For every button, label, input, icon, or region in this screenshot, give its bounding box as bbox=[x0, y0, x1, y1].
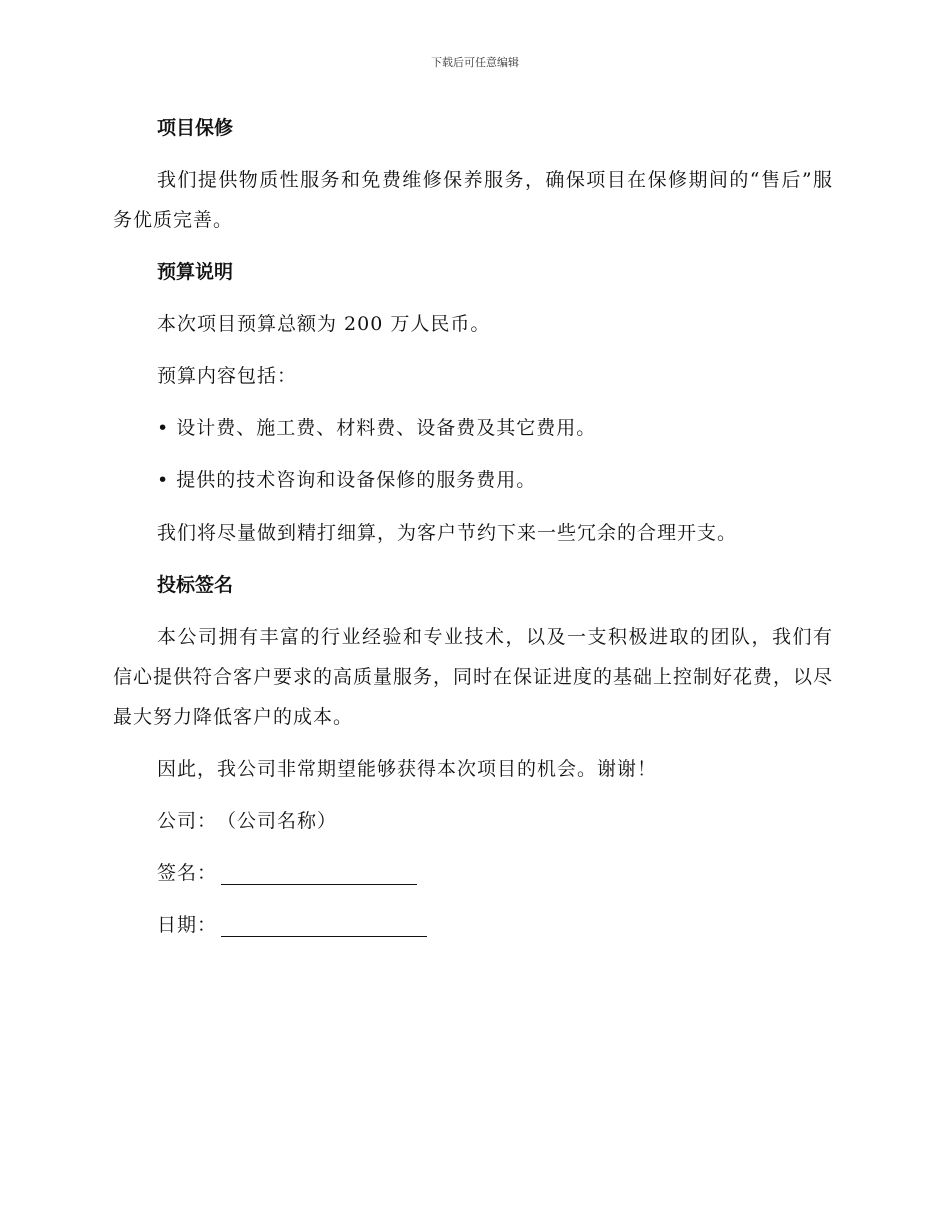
sign-label: 签名： bbox=[157, 862, 218, 884]
document-body bbox=[113, 108, 833, 945]
budget-heading: 预算说明 bbox=[157, 261, 234, 283]
sign-row bbox=[113, 853, 833, 893]
company-label: 公司： bbox=[157, 810, 218, 832]
budget-closing: 我们将尽量做到精打细算，为客户节约下来一些冗余的合理开支。 bbox=[157, 522, 738, 544]
company-value: （公司名称） bbox=[217, 810, 338, 832]
budget-item: • 设计费、施工费、材料费、设备费及其它费用。 bbox=[157, 417, 597, 439]
budget-total: 本次项目预算总额为 200 万人民币。 bbox=[157, 313, 491, 335]
page-header-note: 下载后可任意编辑 bbox=[431, 56, 519, 69]
signature-heading: 投标签名 bbox=[157, 574, 234, 596]
company-row bbox=[113, 801, 833, 841]
signature-paragraph: 本公司拥有丰富的行业经验和专业技术，以及一支积极进取的团队，我们有信心提供符合客户要求的高质量服务，同时在保证进度的基础上控制好花费，以尽最大努力降低客户的成本。 bbox=[113, 626, 834, 728]
date-row bbox=[113, 905, 833, 945]
sign-blank-line bbox=[221, 858, 417, 885]
budget-item: • 提供的技术咨询和设备保修的服务费用。 bbox=[157, 469, 537, 491]
warranty-paragraph: 我们提供物质性服务和免费维修保养服务，确保项目在保修期间的“售后”服务优质完善。 bbox=[113, 169, 833, 231]
budget-includes: 预算内容包括： bbox=[157, 365, 298, 387]
date-blank-line bbox=[221, 910, 427, 937]
thanks-line: 因此，我公司非常期望能够获得本次项目的机会。谢谢！ bbox=[157, 758, 658, 780]
warranty-heading: 项目保修 bbox=[157, 117, 234, 139]
date-label: 日期： bbox=[157, 914, 218, 936]
